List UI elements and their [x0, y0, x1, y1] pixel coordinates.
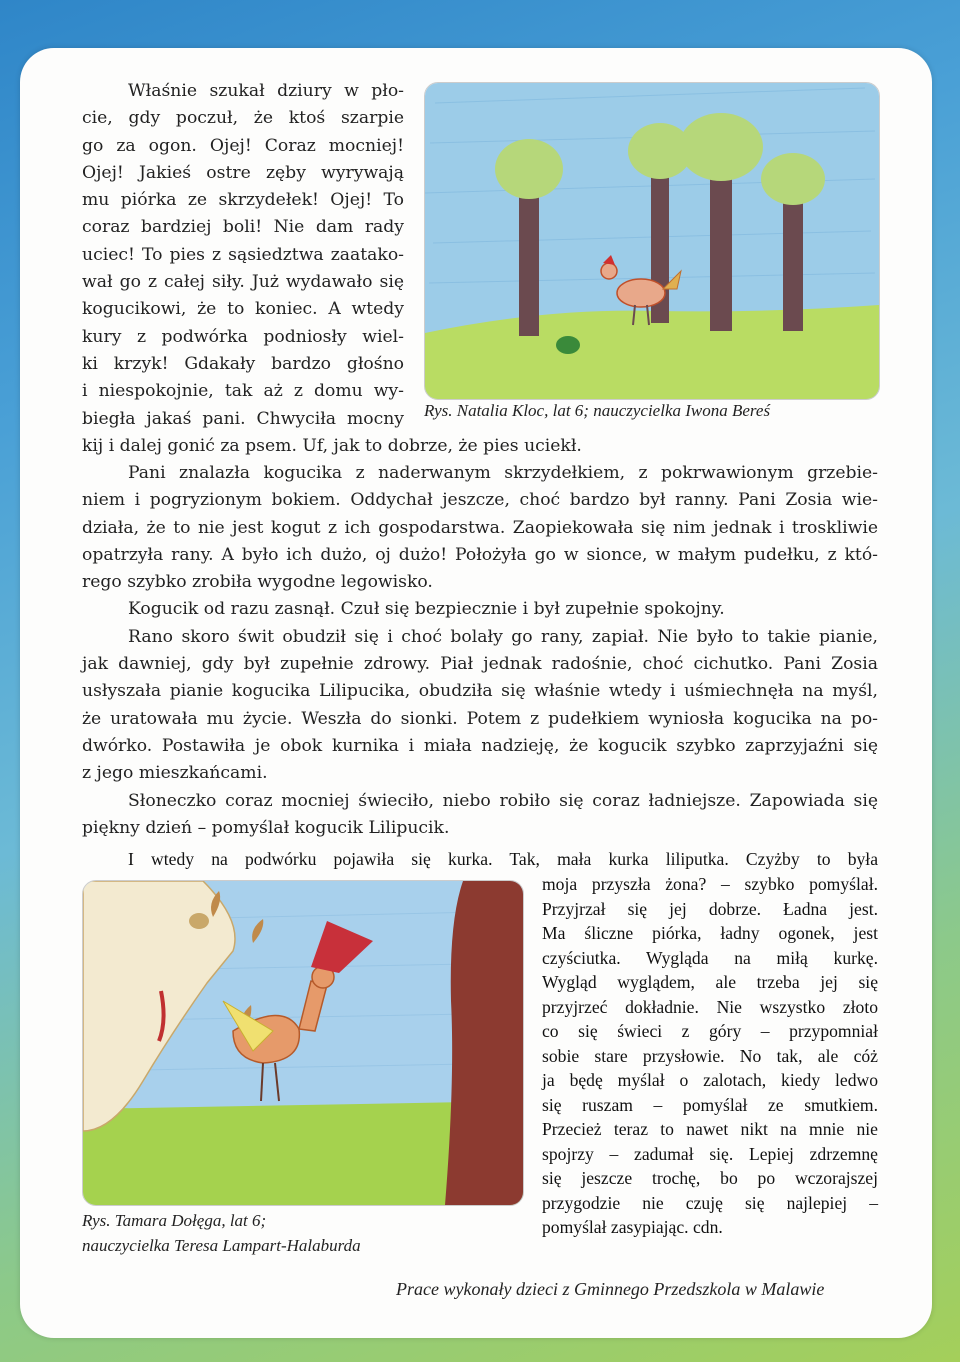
- tree-trunk: [783, 187, 803, 331]
- text-line: Wygląd wyglądem, ale trzeba jej się: [542, 972, 878, 992]
- story-paragraph-3: Kogucik od razu zasnął. Czuł się bezpiecznie i był zupełnie spokojny.: [128, 599, 725, 620]
- footer-credit: Prace wykonały dzieci z Gminnego Przedszkola w Malawie: [396, 1279, 825, 1299]
- text-line: mu piórka ze skrzydełek! Ojej! To: [82, 190, 404, 211]
- text-line: Właśnie szukał dziury w pło-: [128, 81, 404, 101]
- text-line: Słoneczko coraz mocniej świeciło, niebo robiło się coraz ładniejsze. Zapowiada się: [128, 790, 878, 811]
- text-line: go za ogon. Ojej! Coraz mocniej!: [82, 135, 404, 156]
- text-line: kij i dalej gonić za psem. Uf, jak to dobrze, że pies uciekł.: [82, 435, 582, 456]
- tree-trunk: [710, 171, 732, 331]
- text-line: uciec! To pies z sąsiedztwa zaatako-: [82, 244, 404, 265]
- text-line: rego szybko zrobiła wygodne legowisko.: [82, 572, 433, 593]
- text-line: się jeszcze trochę, bo po wczorajszej: [542, 1168, 878, 1188]
- text-line: Przecież teraz to nawet nikt na mnie nie: [542, 1119, 878, 1139]
- text-line: niem i pogryzionym bokiem. Oddychał jeszcze, choć bardzo był ranny. Pani Zosia wie-: [82, 490, 878, 511]
- text-line: sobie stare przysłowie. No tak, ale cóż: [542, 1045, 878, 1066]
- text-line: kogucikowi, że to koniec. A wtedy: [82, 299, 404, 320]
- text-line: się ruszam – pomyślał ze smutkiem.: [542, 1094, 878, 1115]
- text-line: i niespokojnie, tak aż z domu wy-: [82, 381, 404, 402]
- tree-trunk: [445, 881, 523, 1205]
- text-line: ki krzyk! Gdakały bardzo głośno: [82, 353, 404, 374]
- text-line: cie, gdy poczuł, że ktoś szarpie: [82, 108, 404, 129]
- story-paragraph-1: [82, 78, 582, 460]
- text-line: wał go z całej siły. Już wydawało się: [82, 272, 404, 293]
- text-line: usłyszała pianie kogucika Lilipucika, obudziła się właśnie wtedy i uśmiechnęła na myśl,: [82, 681, 878, 702]
- text-line: piękny dzień – pomyślał kogucik Lilipucik.: [82, 817, 450, 838]
- drawing-dog-rooster-image: [83, 881, 523, 1205]
- text-line: ja będę myślał o zalotach, kiedy ledwo: [542, 1070, 878, 1090]
- story-paragraph-2: [82, 460, 878, 842]
- text-line: dwórko. Postawiła je obok kurnika i miała nadzieję, że kogucik szybko zaprzyjaźni się: [82, 735, 878, 756]
- tree-crown: [495, 139, 563, 199]
- text-line: jak dawniej, gdy był zupełnie zdrowy. Piał jednak radośnie, choć cichutko. Pani Zosia: [82, 654, 878, 675]
- text-line: przyjrzeć dokładnie. Nie wszystko złoto: [542, 996, 878, 1017]
- text-line: biegła jakaś pani. Chwyciła mocny: [82, 408, 404, 429]
- text-line: że uratowała mu życie. Weszła do sionki. Potem z pudełkiem wyniosła kogucika na po-: [82, 708, 878, 729]
- drawing-trees-rooster-image: [425, 83, 879, 399]
- text-line: z jego mieszkańcami.: [82, 763, 268, 784]
- text-line: coraz bardziej boli! Nie dam rady: [82, 217, 404, 238]
- text-line: Ma śliczne piórka, ładny ogonek, jest: [542, 923, 878, 943]
- text-line: spojrzy – zadumał się. Lepiej zdrzemnę: [542, 1143, 878, 1164]
- drawing-2-caption-line-2: nauczycielka Teresa Lampart-Halaburda: [82, 1236, 361, 1255]
- tree-crown: [679, 113, 763, 181]
- drawing-dog-rooster: [82, 880, 524, 1206]
- drawing-2-caption-line-1: Rys. Tamara Dołęga, lat 6;: [82, 1211, 267, 1230]
- text-line: czyściutka. Wygląda na miłą kurkę.: [542, 947, 878, 968]
- text-line: opatrzyła rany. A było ich dużo, oj dużo! Położyła go w sionce, w małym pudełku, z któ-: [82, 544, 878, 565]
- text-line: moja przyszła żona? – szybko pomyślał.: [542, 874, 878, 894]
- drawing-1-caption: Rys. Natalia Kloc, lat 6; nauczycielka Iwona Bereś: [424, 401, 771, 420]
- bush: [556, 336, 580, 354]
- tree-trunk: [519, 181, 539, 336]
- story-paragraph-6-first: I wtedy na podwórku pojawiła się kurka. Tak, mała kurka liliputka. Czyżby to była: [128, 849, 878, 869]
- text-line: pomyślał zasypiając. cdn.: [542, 1217, 723, 1237]
- text-line: Ojej! Jakieś ostre zęby wyrywają: [82, 162, 404, 183]
- text-line: co się świeci z góry – przypomniał: [542, 1021, 878, 1041]
- text-line: działa, że to nie jest kogut z ich gospodarstwa. Zaopiekowała się nim jednak i troskliwie: [82, 517, 878, 538]
- drawing-trees-rooster: [424, 82, 880, 400]
- text-line: przygodzie nie czuję się najlepiej –: [542, 1192, 878, 1213]
- text-line: Pani znalazła kogucika z naderwanym skrzydełkiem, z pokrwawionym grzebie-: [128, 463, 878, 483]
- text-line: kury z podwórka podniosły wiel-: [82, 326, 404, 347]
- text-line: Rano skoro świt obudził się i choć bolały go rany, zapiał. Nie było to takie pianie,: [128, 626, 878, 647]
- story-paragraph-6: [542, 872, 878, 1240]
- text-line: Przyjrzał się jej dobrze. Ładna jest.: [542, 898, 878, 919]
- tree-crown: [761, 153, 825, 205]
- dog-eye: [189, 913, 209, 929]
